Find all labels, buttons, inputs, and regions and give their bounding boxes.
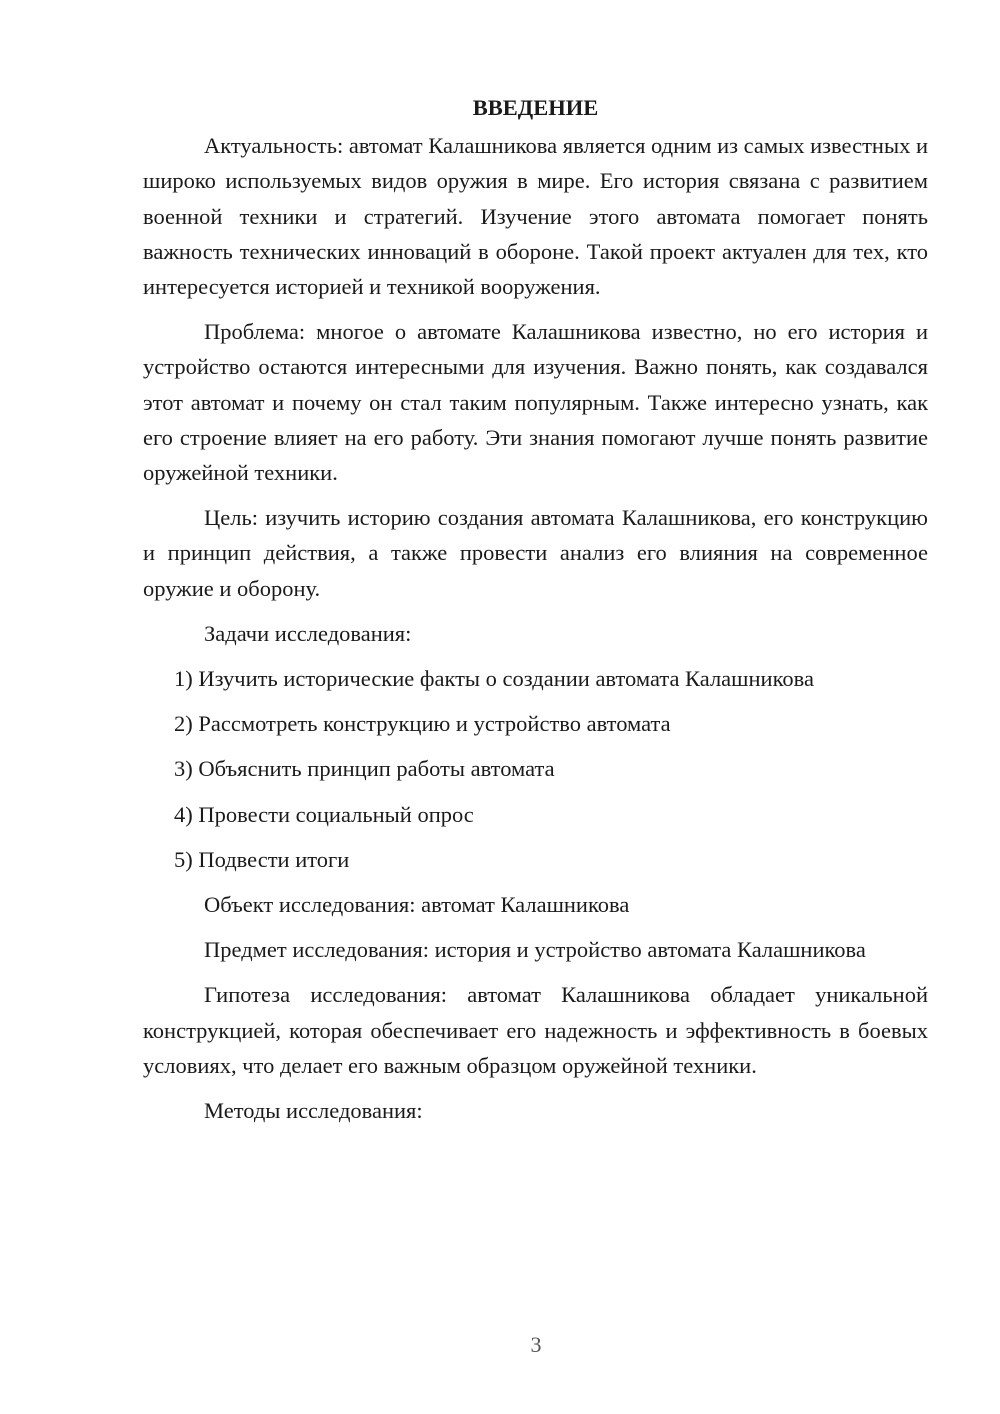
task-item-5: 5) Подвести итоги (174, 846, 350, 872)
goal-paragraph: Цель: изучить историю создания автомата Калашникова, его конструкцию и принцип действия, а также провести анализ его влияния на современное оружие и оборону. (143, 505, 928, 601)
problem-paragraph: Проблема: многое о автомате Калашникова известно, но его история и устройство остаются интересными для изучения. Важно понять, как создавался этот автомат и почему он стал таким популярным. Также интересно узнать, как его строение влияет на его работу. Эти знания помогают лучше понять развитие оружейной техники. (143, 319, 928, 486)
page-content (143, 90, 928, 1138)
object-paragraph: Объект исследования: автомат Калашникова (204, 892, 630, 918)
tasks-heading: Задачи исследования: (204, 620, 412, 646)
task-item-4: 4) Провести социальный опрос (174, 801, 474, 827)
hypothesis-paragraph: Гипотеза исследования: автомат Калашникова обладает уникальной конструкцией, которая обеспечивает его надежность и эффективность в боевых условиях, что делает его важным образцом оружейной техники. (143, 982, 928, 1078)
relevance-paragraph: Актуальность: автомат Калашникова является одним из самых известных и широко используемых видов оружия в мире. Его история связана с развитием военной техники и стратегий. Изучение этого автомата помогает понять важность технических инноваций в обороне. Такой проект актуален для тех, кто интересуется историей и техникой вооружения. (143, 133, 928, 300)
task-item-1: 1) Изучить исторические факты о создании автомата Калашникова (174, 666, 814, 692)
subject-paragraph: Предмет исследования: история и устройство автомата Калашникова (204, 937, 866, 963)
page-title: ВВЕДЕНИЕ (472, 95, 599, 120)
methods-heading: Методы исследования: (204, 1098, 423, 1124)
task-item-3: 3) Объяснить принцип работы автомата (174, 756, 555, 782)
page-number: 3 (530, 1332, 542, 1357)
task-item-2: 2) Рассмотреть конструкцию и устройство автомата (174, 711, 671, 737)
